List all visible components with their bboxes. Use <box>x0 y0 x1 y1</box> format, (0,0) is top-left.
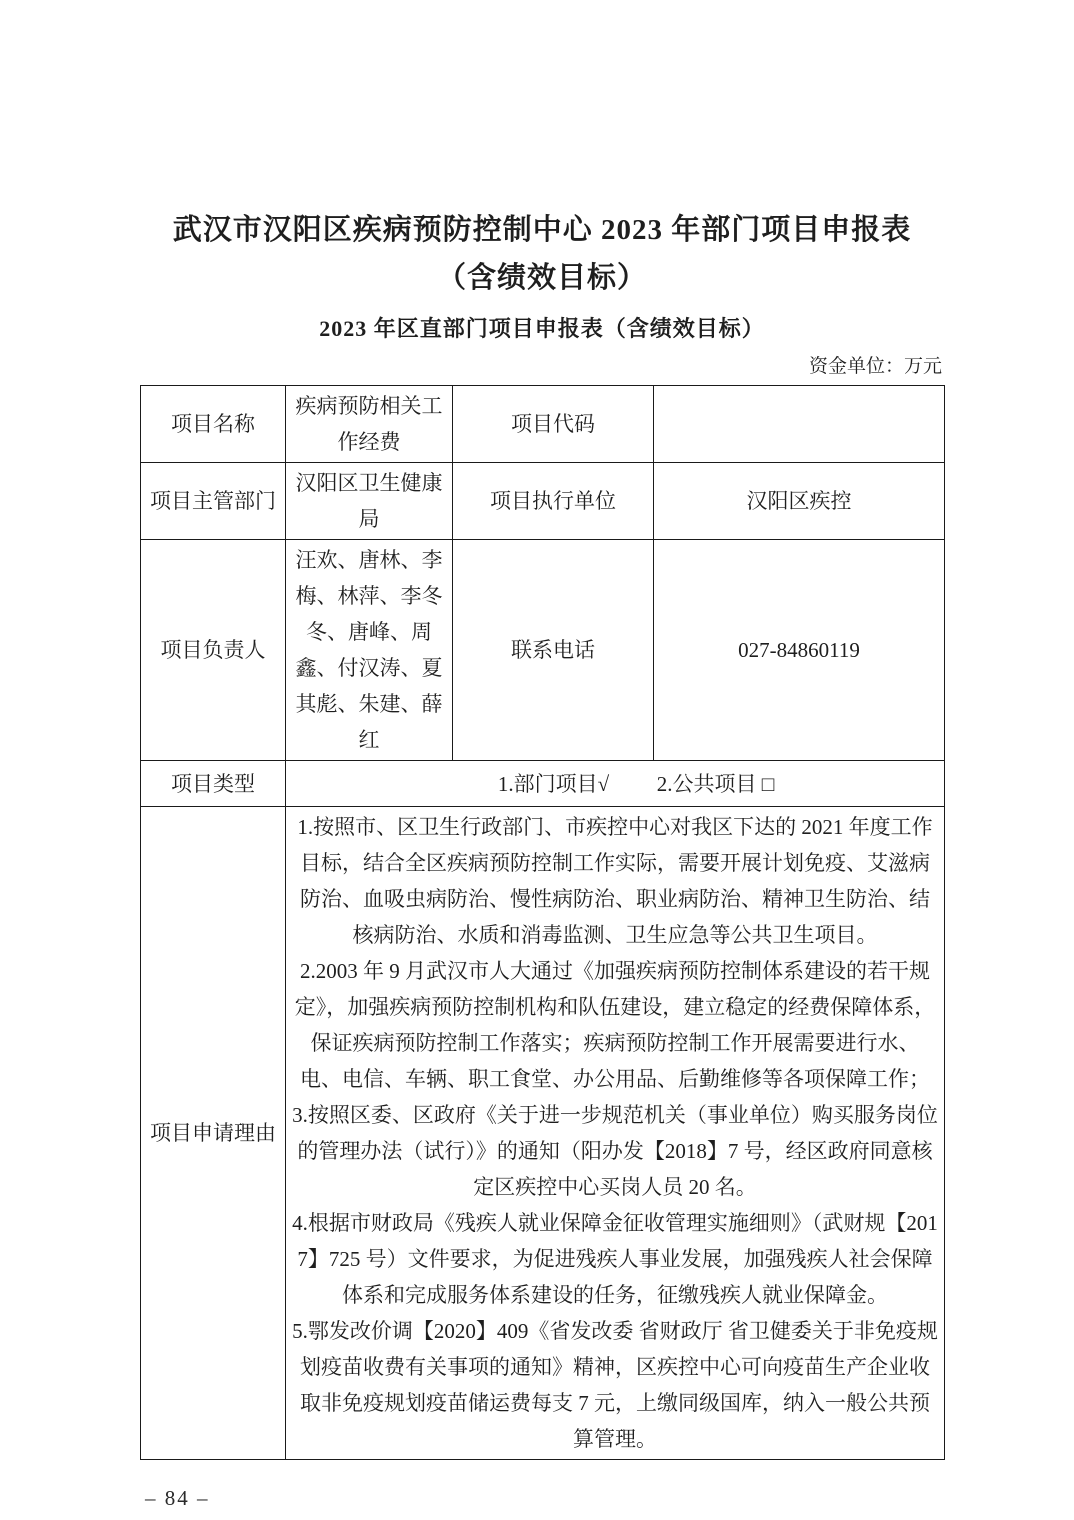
executing-unit-label: 项目执行单位 <box>453 463 654 540</box>
table-row-project-type <box>141 761 945 807</box>
reason-paragraph-4: 4.根据市财政局《残疾人就业保障金征收管理实施细则》（武财规【2017】725 号）文件要求，为促进残疾人事业发展，加强残疾人社会保障体系和完成服务体系建设的任务，征缴残疾人就业保障金。 <box>292 1211 938 1307</box>
page-subtitle: 2023 年区直部门项目申报表（含绩效目标） <box>319 316 765 341</box>
fund-unit-note: 资金单位：万元 <box>808 356 942 377</box>
document-page <box>140 0 944 1510</box>
supervising-dept-value: 汉阳区卫生健康局 <box>286 463 453 540</box>
application-reason-content <box>286 807 945 1460</box>
project-application-table <box>140 385 945 1460</box>
page-title <box>140 206 944 302</box>
contact-phone-label: 联系电话 <box>453 540 654 761</box>
project-type-options <box>286 761 945 807</box>
project-leader-label: 项目负责人 <box>141 540 286 761</box>
option-department-project: 1.部门项目√ <box>497 771 610 796</box>
project-leader-value: 汪欢、唐林、李梅、林萍、李冬冬、唐峰、周鑫、付汉涛、夏其彪、朱建、薛红 <box>286 540 453 761</box>
project-code-value <box>654 386 945 463</box>
supervising-dept-label: 项目主管部门 <box>141 463 286 540</box>
table-row-application-reason <box>141 807 945 1460</box>
reason-paragraph-3: 3.按照区委、区政府《关于进一步规范机关（事业单位）购买服务岗位的管理办法（试行）》的通知（阳办发【2018】7 号，经区政府同意核定区疾控中心买岗人员 20 名。 <box>292 1103 938 1199</box>
table-row-project-name <box>141 386 945 463</box>
application-reason-label: 项目申请理由 <box>141 807 286 1460</box>
page-title-line2: （含绩效目标） <box>436 262 647 294</box>
project-code-label: 项目代码 <box>453 386 654 463</box>
project-type-label: 项目类型 <box>141 761 286 807</box>
page-title-line1: 武汉市汉阳区疾病预防控制中心 2023 年部门项目申报表 <box>172 214 912 246</box>
table-row-leaders <box>141 540 945 761</box>
page-number: – 84 – <box>145 1486 210 1510</box>
table-row-departments <box>141 463 945 540</box>
executing-unit-value: 汉阳区疾控 <box>654 463 945 540</box>
project-name-label: 项目名称 <box>141 386 286 463</box>
reason-paragraph-1: 1.按照市、区卫生行政部门、市疾控中心对我区下达的 2021 年度工作目标，结合全区疾病预防控制工作实际，需要开展计划免疫、艾滋病防治、血吸虫病防治、慢性病防治、职业病防治、精神卫生防治、结核病防治、水质和消毒监测、卫生应急等公共卫生项目。 <box>297 815 933 947</box>
option-public-project: 2.公共项目 □ <box>656 771 775 796</box>
contact-phone-value: 027-84860119 <box>654 540 945 761</box>
project-name-value: 疾病预防相关工作经费 <box>286 386 453 463</box>
reason-paragraph-2: 2.2003 年 9 月武汉市人大通过《加强疾病预防控制体系建设的若干规定》，加强疾病预防控制机构和队伍建设，建立稳定的经费保障体系，保证疾病预防控制工作落实；疾病预防控制工作开展需要进行水、电、电信、车辆、职工食堂、办公用品、后勤维修等各项保障工作； <box>294 959 936 1091</box>
reason-paragraph-5: 5.鄂发改价调【2020】409《省发改委 省财政厅 省卫健委关于非免疫规划疫苗收费有关事项的通知》精神，区疾控中心可向疫苗生产企业收取非免疫规划疫苗储运费每支 7 元，上缴同级国库，纳入一般公共预算管理。 <box>292 1319 938 1451</box>
